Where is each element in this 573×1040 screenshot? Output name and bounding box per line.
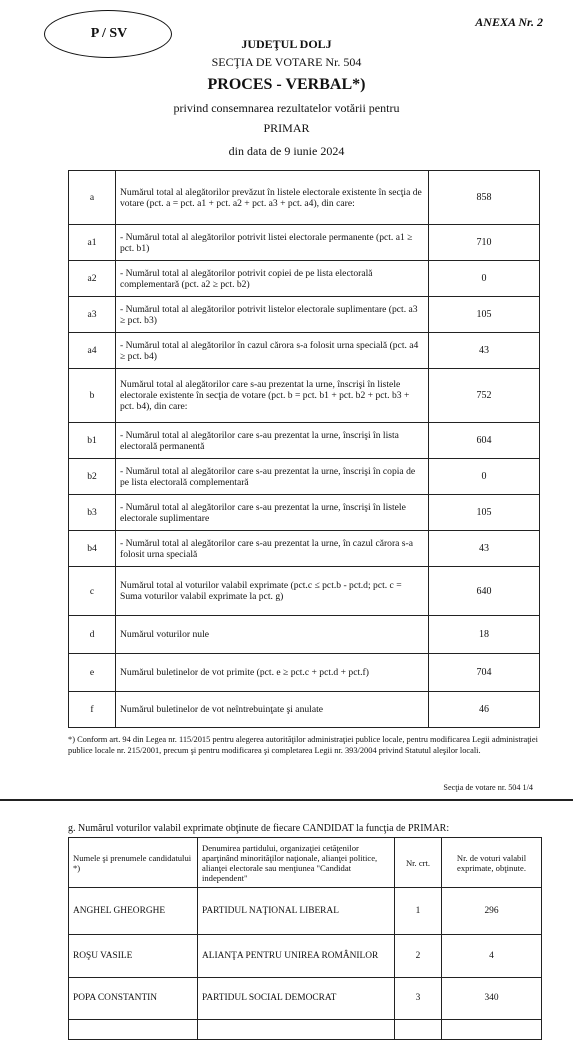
row-value: 105 bbox=[429, 297, 540, 333]
row-value: 43 bbox=[429, 531, 540, 567]
table-row bbox=[69, 692, 540, 728]
candidates-title: g. Numărul voturilor valabil exprimate obţinute de fiecare CANDIDAT la funcţia de PRIMAR: bbox=[68, 823, 450, 834]
candidate-party: PARTIDUL NAŢIONAL LIBERAL bbox=[198, 888, 395, 935]
office-heading: PRIMAR bbox=[263, 121, 310, 135]
column-header-votes: Nr. de voturi valabil exprimate, obţinute. bbox=[442, 838, 542, 888]
row-description: Numărul voturilor nule bbox=[116, 616, 429, 654]
row-code: b bbox=[69, 369, 116, 423]
row-value: 640 bbox=[429, 567, 540, 616]
candidate-party: ALIANŢA PENTRU UNIREA ROMÂNILOR bbox=[198, 935, 395, 978]
row-code: b1 bbox=[69, 423, 116, 459]
row-code: d bbox=[69, 616, 116, 654]
table-row bbox=[69, 978, 542, 1020]
row-code: e bbox=[69, 654, 116, 692]
candidate-nr: 1 bbox=[395, 888, 442, 935]
row-value: 604 bbox=[429, 423, 540, 459]
table-row bbox=[69, 495, 540, 531]
row-code: f bbox=[69, 692, 116, 728]
row-description: Numărul buletinelor de vot primite (pct. e ≥ pct.c + pct.d + pct.f) bbox=[116, 654, 429, 692]
page-title: PROCES - VERBAL*) bbox=[207, 76, 366, 93]
row-code: a4 bbox=[69, 333, 116, 369]
row-value: 0 bbox=[429, 261, 540, 297]
row-code: b4 bbox=[69, 531, 116, 567]
row-code: a bbox=[69, 171, 116, 225]
table-row bbox=[69, 1020, 542, 1040]
row-code: b2 bbox=[69, 459, 116, 495]
row-value: 858 bbox=[429, 171, 540, 225]
row-code: b3 bbox=[69, 495, 116, 531]
table-row bbox=[69, 888, 542, 935]
table-row bbox=[69, 423, 540, 459]
row-description: - Numărul total al alegătorilor care s-au prezentat la urne, înscrişi în copia de pe lista electorală complementară bbox=[116, 459, 429, 495]
county-heading: JUDEŢUL DOLJ bbox=[241, 37, 332, 51]
row-description: - Numărul total al alegătorilor care s-au prezentat la urne, înscrişi în lista electorală permanentă bbox=[116, 423, 429, 459]
row-code: a3 bbox=[69, 297, 116, 333]
row-value: 0 bbox=[429, 459, 540, 495]
stamp-text: P / SV bbox=[90, 26, 128, 41]
table-row bbox=[69, 935, 542, 978]
results-table bbox=[68, 170, 540, 728]
row-code: a2 bbox=[69, 261, 116, 297]
table-row bbox=[69, 654, 540, 692]
row-value: 704 bbox=[429, 654, 540, 692]
row-description: - Numărul total al alegătorilor care s-au prezentat la urne, înscrişi în listele electorale suplimentare bbox=[116, 495, 429, 531]
row-value: 46 bbox=[429, 692, 540, 728]
date-heading: din data de 9 iunie 2024 bbox=[228, 144, 345, 158]
row-code: a1 bbox=[69, 225, 116, 261]
table-row bbox=[69, 369, 540, 423]
row-value: 43 bbox=[429, 333, 540, 369]
column-header-nr: Nr. crt. bbox=[395, 838, 442, 888]
page-divider bbox=[0, 799, 573, 801]
row-description: - Numărul total al alegătorilor potrivit listelor electorale suplimentare (pct. a3 ≥ pct. b3) bbox=[116, 297, 429, 333]
row-value: 105 bbox=[429, 495, 540, 531]
column-header-party: Denumirea partidului, organizaţiei cetăţenilor aparţinând minorităţilor naţionale, alianţei politice, alianţei electorale sau menţiunea "Candidat independent" bbox=[198, 838, 395, 888]
column-header-name: Numele şi prenumele candidatului *) bbox=[69, 838, 198, 888]
table-row bbox=[69, 297, 540, 333]
candidate-name: ANGHEL GHEORGHE bbox=[69, 888, 198, 935]
section-heading: SECŢIA DE VOTARE Nr. 504 bbox=[211, 55, 362, 69]
candidate-party bbox=[198, 1020, 395, 1040]
row-description: - Numărul total al alegătorilor care s-au prezentat la urne, în cazul cărora s-a folosit urna specială bbox=[116, 531, 429, 567]
candidate-party: PARTIDUL SOCIAL DEMOCRAT bbox=[198, 978, 395, 1020]
table-row bbox=[69, 531, 540, 567]
row-description: Numărul total al voturilor valabil exprimate (pct.c ≤ pct.b - pct.d; pct. c = Suma voturilor valabil exprimate la pct. g) bbox=[116, 567, 429, 616]
page-footer: Secţia de votare nr. 504 1/4 bbox=[443, 783, 533, 792]
annex-label: ANEXA Nr. 2 bbox=[475, 15, 543, 29]
table-row bbox=[69, 333, 540, 369]
candidate-name: ROŞU VASILE bbox=[69, 935, 198, 978]
table-row bbox=[69, 567, 540, 616]
row-description: - Numărul total al alegătorilor în cazul cărora s-a folosit urna specială (pct. a4 ≥ pct. b4) bbox=[116, 333, 429, 369]
candidates-table bbox=[68, 837, 542, 1040]
table-header-row bbox=[69, 838, 542, 888]
table-row bbox=[69, 225, 540, 261]
page-subtitle: privind consemnarea rezultatelor votării pentru bbox=[173, 101, 400, 115]
row-description: - Numărul total al alegătorilor potrivit copiei de pe lista electorală complementară (pct. a2 ≥ pct. b2) bbox=[116, 261, 429, 297]
candidate-nr bbox=[395, 1020, 442, 1040]
table-row bbox=[69, 616, 540, 654]
candidate-nr: 2 bbox=[395, 935, 442, 978]
row-description: Numărul buletinelor de vot neîntrebuinţate şi anulate bbox=[116, 692, 429, 728]
candidate-votes: 296 bbox=[442, 888, 542, 935]
candidate-votes: 4 bbox=[442, 935, 542, 978]
row-code: c bbox=[69, 567, 116, 616]
row-value: 710 bbox=[429, 225, 540, 261]
row-value: 752 bbox=[429, 369, 540, 423]
row-value: 18 bbox=[429, 616, 540, 654]
candidate-name bbox=[69, 1020, 198, 1040]
footnote: *) Conform art. 94 din Legea nr. 115/2015 pentru alegerea autorităţilor administraţiei publice locale, pentru modificarea Legii administraţiei publice locale nr. 215/2001, precum şi pentru modificarea şi completarea Legii nr. 393/2004 privind Statutul aleşilor locali. bbox=[68, 735, 538, 755]
candidate-nr: 3 bbox=[395, 978, 442, 1020]
row-description: Numărul total al alegătorilor prevăzut în listele electorale existente în secţia de votare (pct. a = pct. a1 + pct. a2 + pct. a3 + pct. a4), din care: bbox=[116, 171, 429, 225]
row-description: - Numărul total al alegătorilor potrivit listei electorale permanente (pct. a1 ≥ pct. b1) bbox=[116, 225, 429, 261]
candidate-votes: 340 bbox=[442, 978, 542, 1020]
table-row bbox=[69, 459, 540, 495]
candidate-votes bbox=[442, 1020, 542, 1040]
table-row bbox=[69, 171, 540, 225]
candidate-name: POPA CONSTANTIN bbox=[69, 978, 198, 1020]
row-description: Numărul total al alegătorilor care s-au prezentat la urne, înscrişi în listele electorale existente în secţia de votare (pct. b = pct. b1 + pct. b2 + pct. b3 + pct. b4), din care: bbox=[116, 369, 429, 423]
table-row bbox=[69, 261, 540, 297]
